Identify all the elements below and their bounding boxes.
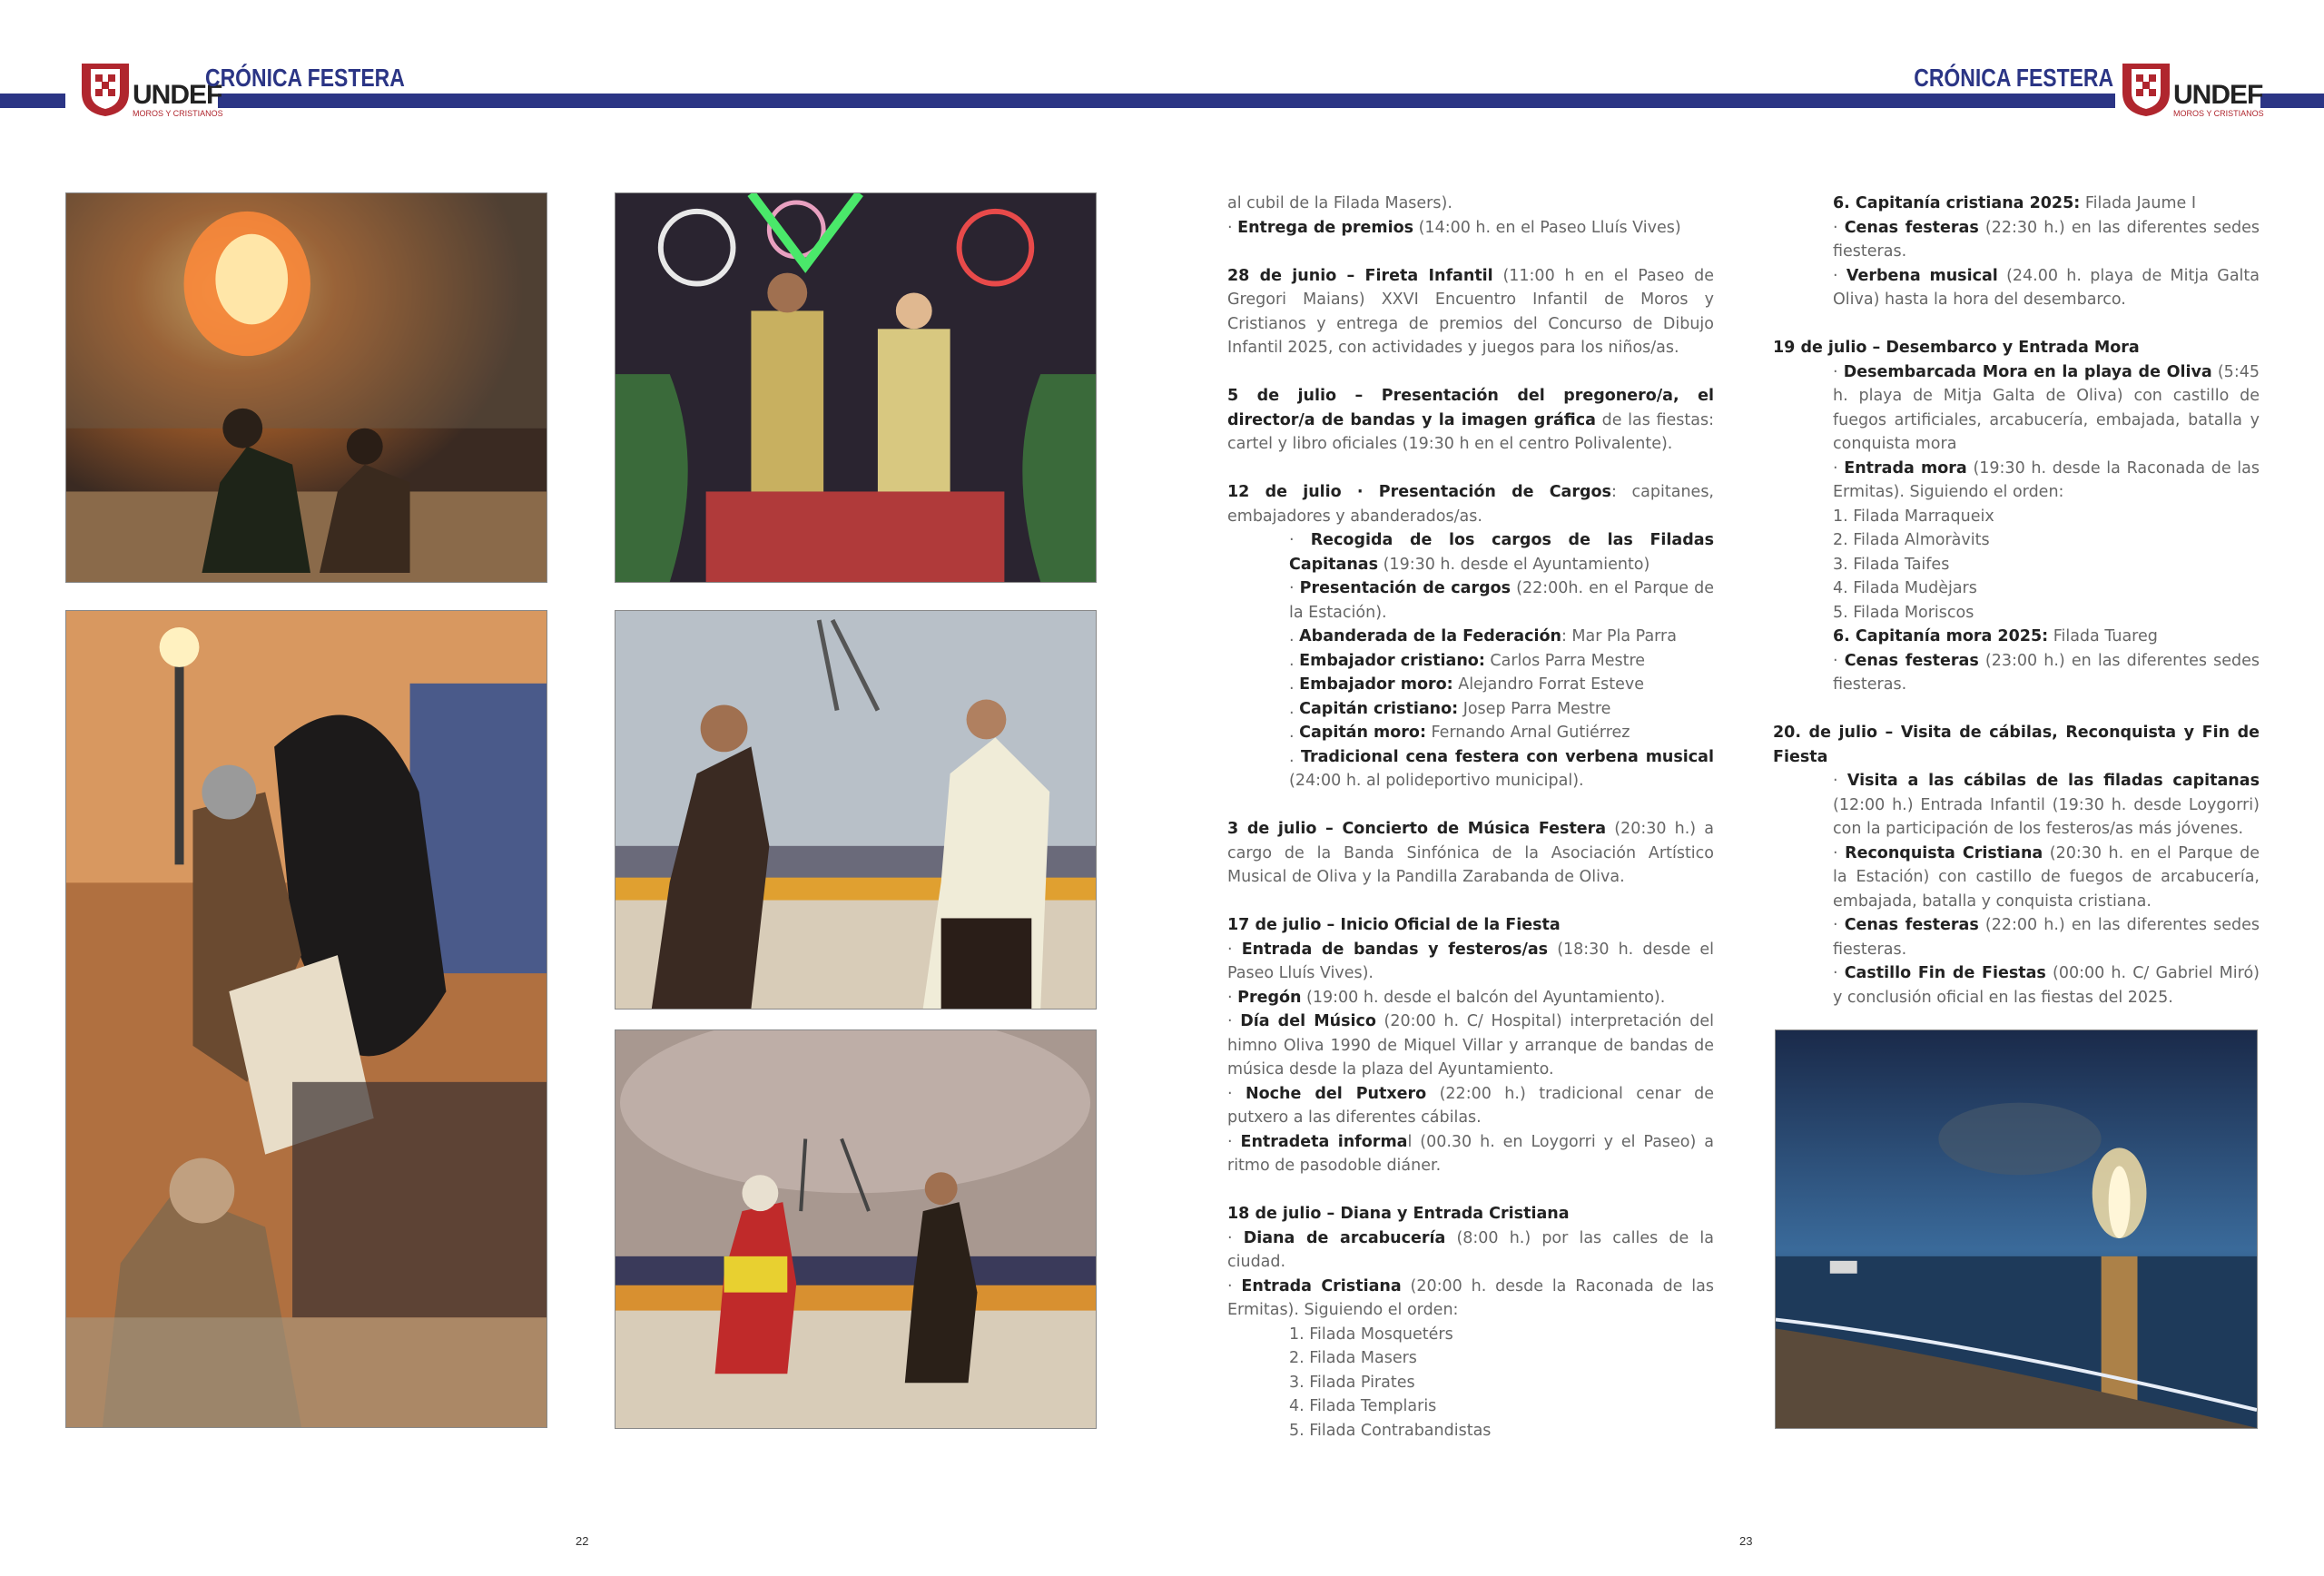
text-run: (11:00 h en el Paseo de Gregori Maians) XXVI Encuentro Infantil de Moros y Cristianos y entrega de premios del Concurso de Dibujo Infantil 2025, con actividades y juegos para los niños/as. [1227,266,1714,357]
text-run: (8:00 h.) por las calles de la ciudad. [1227,1228,1714,1271]
text-paragraph [1227,938,1714,986]
text-paragraph [1227,1275,1714,1323]
undef-logo-left [80,62,223,118]
text-run: (24:00 h. al polideportivo municipal). [1289,772,1584,790]
text-run: (5:45 h. playa de Mitja Galta de Oliva) con castillo de fuegos artificiales, arcabucería, embajada, batalla y conquista mora [1833,362,2260,453]
text-paragraph [1227,673,1714,697]
paragraph-gap [1773,697,2260,722]
text-run: . [1289,627,1300,645]
text-run: 4. Filada Mudèjars [1833,579,1977,597]
text-run: (22:00 h.) en las diferentes sedes fiesteras. [1833,916,2260,959]
text-run: (22:30 h.) en las diferentes sedes fiesteras. [1833,218,2260,261]
header-bar-left [0,94,65,108]
bold-text: Castillo Fin de Fiestas [1844,964,2046,982]
text-run: · [1833,772,1847,790]
text-paragraph [1773,192,2260,216]
text-run: 1. Filada Marraqueix [1833,507,1994,526]
text-run: (20:00 h. C/ Hospital) interpretación del himno Oliva 1990 de Miquel Villar y arranque de bandas de música desde la plaza del Ayuntamiento. [1227,1012,1714,1079]
text-run: · [1227,1084,1246,1103]
text-paragraph [1227,1082,1714,1130]
bold-text: Recogida de los cargos de las Filadas Capitanas [1289,531,1714,574]
text-run: Josep Parra Mestre [1458,699,1611,718]
text-run: 4. Filada Templaris [1289,1397,1437,1415]
logo-text: UNDEF [133,80,222,110]
text-run: · [1833,218,1845,237]
text-paragraph [1227,480,1714,528]
logo-text: UNDEF [2173,80,2263,110]
bold-text: Presentación de cargos [1299,579,1512,597]
text-run: (22:00 h.) tradicional cenar de putxero a las diferentes cábilas. [1227,1084,1714,1127]
text-paragraph [1227,528,1714,576]
bold-text: 6. Capitanía cristiana 2025: [1833,194,2081,212]
text-run: (00:00 h. C/ Gabriel Miró) y conclusión oficial en las fiestas del 2025. [1833,964,2260,1007]
text-run: · [1833,362,1844,381]
text-paragraph [1773,216,2260,264]
bold-text: Entrada de bandas y festeros/as [1241,940,1549,959]
text-paragraph [1227,817,1714,890]
photo-sword-duel-1 [615,610,1097,1010]
text-run: al cubil de la Filada Masers). [1227,194,1452,212]
bold-text: Cenas festeras [1844,218,1979,237]
page-number-right: 23 [1739,1534,1753,1548]
section-title-right: CRÓNICA FESTERA [1914,64,2113,92]
text-run: . [1289,747,1301,766]
text-run: 2. Filada Masers [1289,1349,1417,1367]
text-run: · [1289,579,1300,597]
text-run: · [1227,988,1238,1007]
paragraph-gap [1227,240,1714,264]
text-run: : capitanes, embajadores y abanderados/as. [1227,483,1714,526]
text-run: . [1289,724,1300,742]
text-run: 3. Filada Taifes [1833,555,1950,574]
text-run: Fernando Arnal Gutiérrez [1425,724,1630,742]
bold-text: Entrada mora [1844,458,1967,478]
text-paragraph [1773,264,2260,312]
bold-text: Día del Músico [1240,1012,1376,1030]
text-run: . [1289,699,1300,718]
text-run: (19:30 h. desde la Raconada de las Ermitas). Siguiendo el orden: [1833,458,2260,501]
text-run: 5. Filada Contrabandistas [1289,1421,1492,1440]
text-run: l (00.30 h. en Loygorri y el Paseo) a ritmo de pasodoble diáner. [1227,1132,1714,1175]
text-run: (18:30 h. desde el Paseo Lluís Vives). [1227,940,1714,982]
bold-text: Capitán cristiano: [1299,699,1459,718]
text-paragraph [1227,1202,1714,1226]
bold-text: Capitán moro: [1299,724,1426,742]
photo-rider-horse [65,610,547,1428]
text-column-page23-left [1227,192,1714,1443]
text-run: · [1227,218,1238,237]
text-run: 3. Filada Pirates [1289,1373,1415,1392]
paragraph-gap [1227,890,1714,914]
text-run: (12:00 h.) Entrada Infantil (19:30 h. desde Loygorri) con la participación de los festeros/as más jóvenes. [1833,795,2260,838]
text-run: (14:00 h. en el Paseo Lluís Vives) [1413,218,1681,237]
bold-text: Embajador cristiano: [1299,651,1485,670]
text-run: · [1227,1228,1244,1247]
undef-shield-icon [80,62,131,118]
text-run: (23:00 h.) en las diferentes sedes fiesteras. [1833,651,2260,694]
text-paragraph [1773,553,2260,577]
bold-text: 28 de junio – Fireta Infantil [1227,266,1493,285]
text-run: Carlos Parra Mestre [1484,651,1646,670]
text-run: · [1289,531,1311,549]
paragraph-gap [1227,457,1714,481]
text-paragraph [1227,1323,1714,1347]
text-run: : Mar Pla Parra [1561,627,1677,645]
text-run: Filada Jaume I [2080,194,2197,212]
text-run: (22:00h. en el Parque de la Estación). [1289,579,1714,622]
section-title-left: CRÓNICA FESTERA [205,64,405,92]
undef-logo-right [2121,62,2264,118]
text-paragraph [1227,264,1714,360]
paragraph-gap [1227,1178,1714,1203]
bold-text: Desembarcada Mora en la playa de Oliva [1843,362,2212,381]
text-paragraph [1773,842,2260,914]
text-paragraph [1227,1010,1714,1082]
text-paragraph [1227,216,1714,241]
bold-text: Cenas festeras [1844,651,1979,670]
paragraph-gap [1773,312,2260,337]
text-paragraph [1773,625,2260,649]
bold-text: 20. de julio – Visita de cábilas, Reconquista y Fin de Fiesta [1773,724,2260,766]
text-run: (20:00 h. desde la Raconada de las Ermitas). Siguiendo el orden: [1227,1276,1714,1319]
text-paragraph [1227,649,1714,674]
bold-text: Diana de arcabucería [1243,1228,1446,1247]
text-paragraph [1773,576,2260,601]
text-paragraph [1227,625,1714,649]
text-column-page23-right [1773,192,2260,1010]
bold-text: Tradicional cena festera con verbena musical [1300,747,1714,766]
page-number-left: 22 [576,1534,589,1548]
undef-shield-icon [2121,62,2171,118]
text-run: · [1833,458,1845,478]
text-run: · [1833,651,1845,670]
bold-text: Cenas festeras [1844,916,1979,934]
text-run: . [1289,651,1300,670]
text-run: · [1833,843,1846,862]
bold-text: Visita a las cábilas de las filadas capitanas [1846,772,2260,790]
bold-text: 18 de julio – Diana y Entrada Cristiana [1227,1205,1570,1223]
paragraph-gap [1227,793,1714,818]
logo-subtext: MOROS Y CRISTIANOS [2173,109,2264,118]
photo-sea-fireworks [1775,1029,2258,1429]
paragraph-gap [1227,360,1714,385]
bold-text: Verbena musical [1846,266,1998,285]
text-run: Alejandro Forrat Esteve [1452,675,1644,694]
text-paragraph [1227,576,1714,625]
text-paragraph [1227,913,1714,938]
photo-sword-duel-2 [615,1029,1097,1429]
text-run: · [1833,916,1845,934]
text-paragraph [1227,1419,1714,1443]
text-run: · [1833,964,1845,982]
bold-text: 19 de julio – Desembarco y Entrada Mora [1773,339,2140,357]
text-paragraph [1773,457,2260,505]
text-run: (20:30 h. en el Parque de la Estación) con castillo de fuegos de arcabucería, embajada, batalla y conquista cristiana. [1833,843,2260,911]
photo-fireworks-arcabuz [65,192,547,583]
text-run: (19:00 h. desde el balcón del Ayuntamiento). [1301,988,1666,1007]
text-paragraph [1773,721,2260,769]
text-paragraph [1773,649,2260,697]
bold-text: Reconquista Cristiana [1845,843,2043,862]
bold-text: Entrega de premios [1237,218,1414,237]
bold-text: 3 de julio – Concierto de Música Festera [1227,820,1607,838]
logo-subtext: MOROS Y CRISTIANOS [133,109,223,118]
text-paragraph [1773,505,2260,529]
text-run: Filada Tuareg [2048,627,2158,645]
text-paragraph [1773,360,2260,457]
text-paragraph [1227,1346,1714,1371]
text-run: de las fiestas: cartel y libro oficiales (19:30 h en el centro Polivalente). [1227,410,1714,453]
text-run: (20:30 h.) a cargo de la Banda Sinfónica de la Asociación Artístico Musical de Oliva y la Pandilla Zarabanda de Oliva. [1227,820,1714,886]
bold-text: 17 de julio – Inicio Oficial de la Fiesta [1227,916,1561,934]
bold-text: Entrada Cristiana [1241,1276,1402,1295]
text-run: · [1227,1132,1241,1151]
text-paragraph [1773,961,2260,1010]
text-run: . [1289,675,1300,694]
text-run: · [1227,1012,1241,1030]
text-run: 1. Filada Mosquetérs [1289,1325,1453,1344]
bold-text: Noche del Putxero [1246,1084,1427,1103]
bold-text: 6. Capitanía mora 2025: [1833,627,2049,645]
text-paragraph [1773,769,2260,842]
text-run: 5. Filada Moriscos [1833,603,1974,622]
text-paragraph [1227,384,1714,457]
bold-text: Pregón [1237,988,1302,1007]
text-run: 2. Filada Almoràvits [1833,531,1990,549]
bold-text: Embajador moro: [1299,675,1453,694]
text-paragraph [1773,528,2260,553]
text-paragraph [1227,1226,1714,1275]
text-paragraph [1227,1130,1714,1178]
header-bar-right [2260,94,2324,108]
text-run: (24.00 h. playa de Mitja Galta Oliva) hasta la hora del desembarco. [1833,266,2260,309]
text-paragraph [1227,721,1714,745]
photo-captains-float [615,192,1097,583]
text-run: · [1833,266,1846,285]
text-paragraph [1227,745,1714,793]
text-paragraph [1227,697,1714,722]
text-paragraph [1773,601,2260,625]
text-run: · [1227,940,1242,959]
text-paragraph [1227,1394,1714,1419]
text-run: · [1227,1276,1242,1295]
text-paragraph [1227,1371,1714,1395]
header-bar-center [218,94,2115,108]
bold-text: 5 de julio – Presentación del pregonero/a, el director/a de bandas y la imagen gráfica [1227,387,1714,429]
bold-text: Entradeta informa [1240,1132,1408,1151]
text-run: (19:30 h. desde el Ayuntamiento) [1378,555,1650,574]
text-paragraph [1773,336,2260,360]
text-paragraph [1773,913,2260,961]
bold-text: 12 de julio · Presentación de Cargos [1227,483,1611,501]
text-paragraph [1227,192,1714,216]
bold-text: Abanderada de la Federación [1299,627,1561,645]
text-paragraph [1227,986,1714,1010]
